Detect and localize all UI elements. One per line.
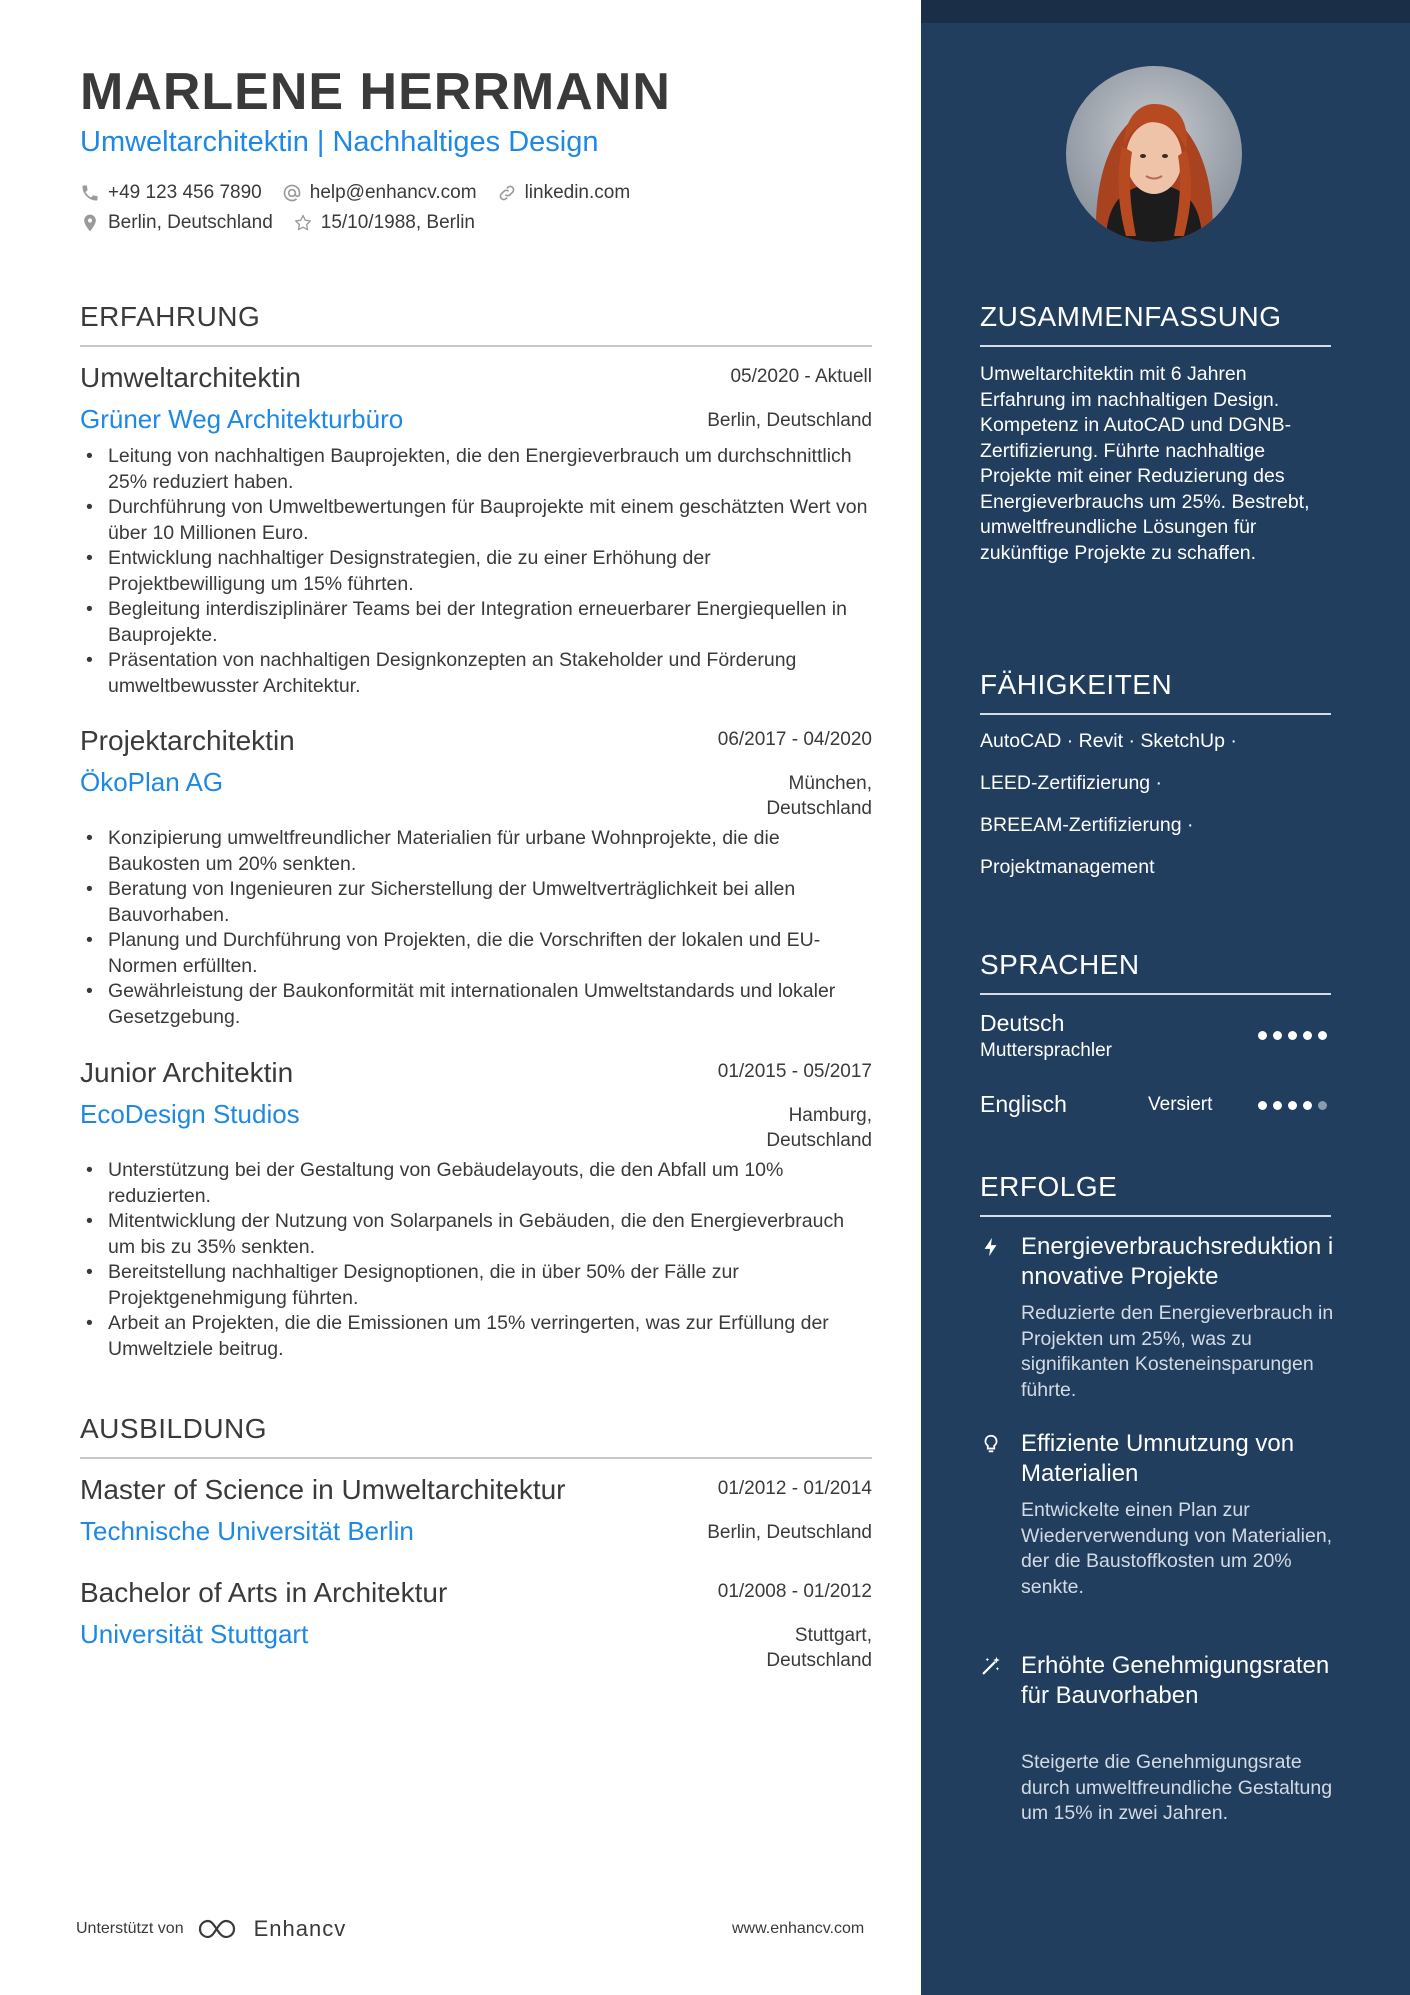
contact-row-2 xyxy=(80,212,495,234)
enhancv-logo-icon xyxy=(196,1916,244,1942)
rating-dot xyxy=(1318,1101,1327,1110)
lightning-icon xyxy=(980,1236,1002,1258)
contact-row-1 xyxy=(80,182,650,204)
job-title: Umweltarchitektin xyxy=(80,362,301,393)
skill-line: AutoCAD · Revit · SketchUp · xyxy=(980,730,1237,752)
summary-title: ZUSAMMENFASSUNG xyxy=(980,301,1282,332)
degree-title: Bachelor of Arts in Architektur xyxy=(80,1577,448,1608)
birth-text: 15/10/1988, Berlin xyxy=(320,212,475,233)
achievement-title: Effiziente Umnutzung von Materialien xyxy=(1021,1430,1295,1487)
skill-line: BREEAM-Zertifizierung · xyxy=(980,814,1194,836)
language-name: Deutsch xyxy=(980,1010,1065,1036)
achievements-title: ERFOLGE xyxy=(980,1171,1118,1202)
school-location-line: Stuttgart, xyxy=(794,1625,872,1646)
avatar-photo xyxy=(1066,66,1242,242)
bullet: • Leitung von nachhaltigen Bauprojekten, die den Energieverbrauch um durchschnittlich 25% reduziert haben. xyxy=(80,444,872,495)
job-3-bullets xyxy=(80,1158,872,1362)
bullet: • Durchführung von Umweltbewertungen für Bauprojekte mit einem geschätzten Wert von über 10 Millionen Euro. xyxy=(80,495,872,546)
sidebar-top-bar xyxy=(921,0,1410,23)
candidate-subtitle: Umweltarchitektin | Nachhaltiges Design xyxy=(80,126,599,158)
lightbulb-icon xyxy=(980,1433,1002,1455)
contact-email[interactable] xyxy=(282,182,477,204)
job-location-line: Deutschland xyxy=(766,1130,872,1151)
bullet: • Gewährleistung der Baukonformität mit internationalen Umweltstandards und lokaler Gesetzgebung. xyxy=(80,979,872,1030)
rating-dot xyxy=(1318,1031,1327,1040)
link-icon xyxy=(497,183,517,203)
achievement-desc: Reduzierte den Energieverbrauch in Projekten um 25%, was zu signifikanten Kosteneinsparungen führte. xyxy=(1021,1302,1334,1401)
job-company: EcoDesign Studios xyxy=(80,1099,300,1129)
rating-dot xyxy=(1303,1031,1312,1040)
rating-dot xyxy=(1258,1101,1267,1110)
bullet: • Konzipierung umweltfreundlicher Materialien für urbane Wohnprojekte, die die Baukosten um 20% senkten. xyxy=(80,826,872,877)
bullet: • Präsentation von nachhaltigen Designkonzepten an Stakeholder und Förderung umweltbewusster Architektur. xyxy=(80,648,872,699)
location-pin-icon xyxy=(80,213,100,233)
star-icon xyxy=(293,213,313,233)
education-rule xyxy=(80,1457,872,1459)
contact-phone xyxy=(80,182,262,204)
job-2-bullets xyxy=(80,826,872,1030)
job-location-line: München, xyxy=(788,773,872,794)
skills-title: FÄHIGKEITEN xyxy=(980,669,1173,700)
contact-birth xyxy=(293,212,475,234)
rating-dot xyxy=(1288,1031,1297,1040)
achievements-rule xyxy=(980,1215,1331,1217)
job-date: 05/2020 - Aktuell xyxy=(730,366,872,387)
language-rating xyxy=(1258,1031,1333,1040)
bullet: • Arbeit an Projekten, die die Emissionen um 15% verringerten, was zur Erfüllung der Umweltziele beitrug. xyxy=(80,1311,872,1362)
school-location: Berlin, Deutschland xyxy=(707,1522,872,1543)
job-location xyxy=(766,771,872,821)
location-text: Berlin, Deutschland xyxy=(108,212,273,233)
language-rating xyxy=(1258,1101,1333,1110)
job-company: Grüner Weg Architekturbüro xyxy=(80,404,404,434)
degree-date: 01/2008 - 01/2012 xyxy=(717,1581,872,1602)
achievement-desc: Steigerte die Genehmigungsrate durch umweltfreundliche Gestaltung um 15% in zwei Jahren. xyxy=(1021,1751,1333,1824)
school-location xyxy=(766,1623,872,1673)
summary-text: Umweltarchitektin mit 6 Jahren Erfahrung im nachhaltigen Design. Kompetenz in AutoCAD und DGNB-Zertifizierung. Führte nachhaltige Projekte mit einer Reduzierung des Energieverbrauchs um 25%. Bestrebt, umweltfreundliche Lösungen für zukünftige Projekte zu schaffen. xyxy=(980,363,1310,564)
rating-dot xyxy=(1288,1101,1297,1110)
school-name: Technische Universität Berlin xyxy=(80,1516,414,1546)
job-company: ÖkoPlan AG xyxy=(80,767,224,797)
bullet: • Planung und Durchführung von Projekten, die die Vorschriften der lokalen und EU-Normen erfüllten. xyxy=(80,928,872,979)
job-date: 01/2015 - 05/2017 xyxy=(717,1061,872,1082)
linkedin-text[interactable]: linkedin.com xyxy=(524,182,631,203)
bullet: • Bereitstellung nachhaltiger Designoptionen, die in über 50% der Fälle zur Projektgenehmigung führten. xyxy=(80,1260,872,1311)
rating-dot xyxy=(1258,1031,1267,1040)
job-location: Berlin, Deutschland xyxy=(707,410,872,431)
job-date: 06/2017 - 04/2020 xyxy=(717,729,872,750)
bullet: • Begleitung interdisziplinärer Teams bei der Integration erneuerbarer Energiequellen in Bauprojekte. xyxy=(80,597,872,648)
achievement-title: Erhöhte Genehmigungsraten für Bauvorhaben xyxy=(1021,1652,1330,1709)
bullet: • Entwicklung nachhaltiger Designstrategien, die zu einer Erhöhung der Projektbewilligung um 15% führten. xyxy=(80,546,872,597)
job-1-bullets xyxy=(80,444,872,699)
languages-title: SPRACHEN xyxy=(980,949,1140,980)
degree-title: Master of Science in Umweltarchitektur xyxy=(80,1474,566,1505)
rating-dot xyxy=(1273,1101,1282,1110)
experience-title: ERFAHRUNG xyxy=(80,301,261,332)
degree-date: 01/2012 - 01/2014 xyxy=(717,1478,872,1499)
at-icon xyxy=(282,183,302,203)
job-title: Projektarchitektin xyxy=(80,725,295,756)
email-text[interactable]: help@enhancv.com xyxy=(309,182,477,203)
experience-rule xyxy=(80,345,872,347)
language-level: Muttersprachler xyxy=(980,1040,1112,1061)
avatar xyxy=(1066,66,1242,242)
achievement-title: Energieverbrauchsreduktion innovative Projekte xyxy=(1021,1233,1334,1290)
job-title: Junior Architektin xyxy=(80,1057,294,1088)
job-location-line: Deutschland xyxy=(766,798,872,819)
footer-url[interactable]: www.enhancv.com xyxy=(732,1920,865,1937)
footer-powered xyxy=(76,1916,346,1942)
achievement-desc: Entwickelte einen Plan zur Wiederverwendung von Materialien, der die Baustoffkosten um 20% senkte. xyxy=(1021,1499,1333,1598)
language-level: Versiert xyxy=(1148,1094,1213,1115)
rating-dot xyxy=(1273,1031,1282,1040)
skill-line: Projektmanagement xyxy=(980,856,1155,878)
contact-location xyxy=(80,212,273,234)
brand-text: Enhancv xyxy=(253,1916,347,1941)
job-location xyxy=(766,1103,872,1153)
bullet: • Mitentwicklung der Nutzung von Solarpanels in Gebäuden, die den Energieverbrauch um bis zu 35% senkten. xyxy=(80,1209,872,1260)
sidebar xyxy=(921,0,1410,1995)
school-name: Universität Stuttgart xyxy=(80,1619,309,1649)
language-name: Englisch xyxy=(980,1091,1067,1117)
magic-wand-icon xyxy=(980,1655,1002,1677)
summary-rule xyxy=(980,345,1331,347)
powered-text: Unterstützt von xyxy=(76,1920,184,1937)
skills-rule xyxy=(980,713,1331,715)
contact-linkedin[interactable] xyxy=(497,182,631,204)
education-title: AUSBILDUNG xyxy=(80,1413,268,1444)
bullet: • Unterstützung bei der Gestaltung von Gebäudelayouts, die den Abfall um 10% reduzierten. xyxy=(80,1158,872,1209)
skill-line: LEED-Zertifizierung · xyxy=(980,772,1163,794)
school-location-line: Deutschland xyxy=(766,1650,872,1671)
bullet: • Beratung von Ingenieuren zur Sicherstellung der Umweltverträglichkeit bei allen Bauvorhaben. xyxy=(80,877,872,928)
languages-rule xyxy=(980,993,1331,995)
rating-dot xyxy=(1303,1101,1312,1110)
candidate-name: MARLENE HERRMANN xyxy=(80,63,671,121)
phone-icon xyxy=(80,183,100,203)
job-location-line: Hamburg, xyxy=(788,1105,872,1126)
phone-text: +49 123 456 7890 xyxy=(108,182,262,203)
